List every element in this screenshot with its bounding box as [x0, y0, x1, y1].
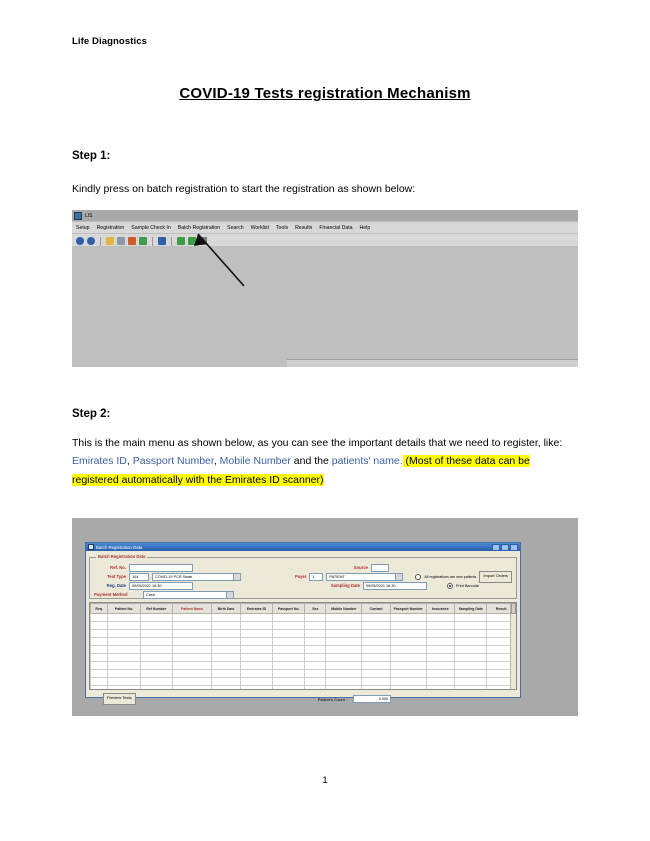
- cell[interactable]: [240, 686, 272, 691]
- cell[interactable]: [91, 686, 108, 691]
- cell[interactable]: [91, 622, 108, 630]
- cell[interactable]: [305, 654, 326, 662]
- col-passport-number: Passport Number: [390, 604, 426, 614]
- table-row[interactable]: [91, 662, 516, 670]
- menu-item-batch-registration[interactable]: Batch Registration: [177, 224, 221, 231]
- label-test-type: Test Type: [107, 574, 126, 579]
- cell[interactable]: [455, 662, 487, 670]
- cell[interactable]: [390, 678, 426, 686]
- cell[interactable]: [108, 622, 140, 630]
- col-sex: Sex: [305, 604, 326, 614]
- cell[interactable]: [91, 638, 108, 646]
- tools-icon[interactable]: [128, 237, 136, 245]
- patients-table: [90, 603, 516, 690]
- table-row[interactable]: [91, 614, 516, 622]
- step2-link-patients-name: patients' name.: [331, 455, 403, 468]
- cell[interactable]: [305, 670, 326, 678]
- window-title-left: [88, 544, 492, 550]
- cell[interactable]: [305, 678, 326, 686]
- cell[interactable]: [172, 686, 212, 691]
- toolbar-separator-2: [152, 237, 153, 246]
- table-row[interactable]: [91, 670, 516, 678]
- cell[interactable]: [305, 686, 326, 691]
- cell[interactable]: [455, 686, 487, 691]
- step2-sep1: ,: [126, 455, 133, 468]
- cell[interactable]: [212, 686, 241, 691]
- table-row[interactable]: [91, 654, 516, 662]
- cell[interactable]: [390, 686, 426, 691]
- cell[interactable]: [362, 670, 391, 678]
- cell[interactable]: [140, 646, 172, 654]
- batch-registration-fieldset: [89, 554, 517, 599]
- input-payer[interactable]: PATIENT: [326, 573, 403, 581]
- col-ref-number: Ref Number: [140, 604, 172, 614]
- step1-heading: Step 1:: [72, 150, 111, 162]
- screenshot-lis-main-window: [72, 210, 578, 367]
- report-icon[interactable]: [199, 237, 207, 245]
- cell[interactable]: [140, 614, 172, 622]
- cell[interactable]: [326, 614, 362, 622]
- cell[interactable]: [108, 678, 140, 686]
- form-row-payment-method: [94, 591, 512, 598]
- cell[interactable]: [91, 662, 108, 670]
- step2-highlight: (Most of these data can be registered automatically with the Emirates ID scanner): [72, 455, 530, 486]
- cell[interactable]: [273, 638, 305, 646]
- label-print-barcode: Print Barcode: [455, 583, 479, 588]
- cell[interactable]: [172, 670, 212, 678]
- cell[interactable]: [390, 662, 426, 670]
- cell[interactable]: [212, 614, 241, 622]
- cell[interactable]: [426, 678, 455, 686]
- cell[interactable]: [108, 614, 140, 622]
- cell[interactable]: [91, 654, 108, 662]
- patients-grid[interactable]: [89, 602, 517, 690]
- cell[interactable]: [240, 630, 272, 638]
- cell[interactable]: [426, 646, 455, 654]
- print-icon[interactable]: [117, 237, 125, 245]
- cell[interactable]: [426, 686, 455, 691]
- menu-item-worklist[interactable]: Worklist: [250, 224, 269, 231]
- label-patients-count: Patient's Count :: [317, 696, 347, 702]
- cell[interactable]: [305, 622, 326, 630]
- checkbox-all-new-patients[interactable]: [415, 574, 421, 580]
- step2-text-part1: This is the main menu as shown below, as you can see the important details that we need to register, like:: [72, 437, 563, 449]
- app-statusbar: [287, 359, 578, 367]
- refresh-icon[interactable]: [139, 237, 147, 245]
- input-source[interactable]: [371, 564, 389, 572]
- menu-item-help[interactable]: Help: [359, 224, 371, 231]
- table-header-row: [91, 604, 516, 614]
- cell[interactable]: [362, 654, 391, 662]
- scrollbar-thumb[interactable]: [511, 603, 516, 614]
- cell[interactable]: [140, 662, 172, 670]
- list-icon[interactable]: [188, 237, 196, 245]
- col-req: Req.: [91, 604, 108, 614]
- org-label: Life Diagnostics: [72, 36, 147, 47]
- cell[interactable]: [91, 614, 108, 622]
- fieldset-legend: Batch Registration Data: [98, 554, 146, 559]
- cell[interactable]: [426, 614, 455, 622]
- close-button[interactable]: [510, 544, 518, 551]
- cell[interactable]: [212, 630, 241, 638]
- cell[interactable]: [390, 614, 426, 622]
- cell[interactable]: [273, 662, 305, 670]
- cell[interactable]: [240, 614, 272, 622]
- cell[interactable]: [305, 646, 326, 654]
- menu-item-sample-check-in[interactable]: Sample Check In: [131, 224, 171, 231]
- table-row[interactable]: [91, 678, 516, 686]
- window-body: [86, 551, 520, 702]
- step2-heading: Step 2:: [72, 408, 111, 420]
- cell[interactable]: [326, 686, 362, 691]
- cell[interactable]: [172, 638, 212, 646]
- cell[interactable]: [326, 670, 362, 678]
- cell[interactable]: [390, 670, 426, 678]
- document-content: [72, 36, 578, 198]
- label-source: Source: [353, 565, 368, 570]
- input-payment-method[interactable]: Cash: [143, 591, 234, 599]
- cell[interactable]: [390, 646, 426, 654]
- window-title: Batch Registration Data: [96, 544, 143, 550]
- table-row[interactable]: [91, 638, 516, 646]
- table-row[interactable]: [91, 622, 516, 630]
- cell[interactable]: [273, 686, 305, 691]
- cell[interactable]: [426, 630, 455, 638]
- cell[interactable]: [108, 638, 140, 646]
- menu-item-registration[interactable]: Registration: [96, 224, 125, 231]
- cell[interactable]: [212, 622, 241, 630]
- preview-tests-button[interactable]: Preview Tests: [103, 693, 136, 705]
- cell[interactable]: [390, 622, 426, 630]
- step2-link-mobile-number: Mobile Number: [219, 455, 291, 468]
- cell[interactable]: [108, 686, 140, 691]
- col-patient-no: Patient No.: [108, 604, 140, 614]
- app-menubar: [72, 221, 578, 234]
- cell[interactable]: [240, 678, 272, 686]
- page-number: 1: [322, 775, 328, 786]
- step2-sep2: ,: [213, 455, 220, 468]
- cell[interactable]: [305, 630, 326, 638]
- col-birth-date: Birth Date: [212, 604, 241, 614]
- maximize-button[interactable]: [501, 544, 509, 551]
- form-row-testtype: [94, 573, 512, 580]
- col-emirates-id: Emirates ID: [240, 604, 272, 614]
- cell[interactable]: [172, 654, 212, 662]
- step1-text: Kindly press on batch registration to start the registration as shown below:: [72, 183, 416, 195]
- cell[interactable]: [455, 614, 487, 622]
- cell[interactable]: [240, 654, 272, 662]
- cell[interactable]: [172, 678, 212, 686]
- back-icon[interactable]: [76, 237, 84, 245]
- cell[interactable]: [305, 614, 326, 622]
- menu-item-results[interactable]: Results: [295, 224, 313, 231]
- app-workspace: [72, 246, 578, 367]
- label-reg-date: Reg. Date: [106, 583, 126, 588]
- forward-icon[interactable]: [87, 237, 95, 245]
- app-title: LIS: [85, 212, 93, 219]
- cell[interactable]: [326, 622, 362, 630]
- cell[interactable]: [240, 638, 272, 646]
- cell[interactable]: [172, 614, 212, 622]
- cell[interactable]: [426, 662, 455, 670]
- cell[interactable]: [212, 662, 241, 670]
- grid-scrollbar[interactable]: [510, 603, 516, 689]
- cell[interactable]: [140, 638, 172, 646]
- cell[interactable]: [108, 646, 140, 654]
- table-row[interactable]: [91, 630, 516, 638]
- col-mobile-number: Mobile Number: [326, 604, 362, 614]
- label-all-new-patients: All registrations are new patients: [424, 574, 477, 579]
- cell[interactable]: [362, 614, 391, 622]
- input-payer-code[interactable]: 1: [309, 573, 323, 581]
- cell[interactable]: [108, 630, 140, 638]
- input-ref-no[interactable]: [129, 564, 193, 572]
- cell[interactable]: [108, 654, 140, 662]
- screenshot-batch-registration-window: [72, 518, 578, 716]
- cell[interactable]: [426, 654, 455, 662]
- step2-link-passport-number: Passport Number: [132, 455, 214, 468]
- toolbar-separator-3: [171, 237, 172, 246]
- cell[interactable]: [362, 662, 391, 670]
- form-row-refno: [94, 564, 512, 571]
- menu-item-setup[interactable]: Setup: [76, 224, 90, 231]
- cell[interactable]: [455, 646, 487, 654]
- cell[interactable]: [273, 646, 305, 654]
- cell[interactable]: [426, 670, 455, 678]
- input-test-type[interactable]: COVID-19 PCR Swab: [152, 573, 241, 581]
- cell[interactable]: [362, 686, 391, 691]
- cell[interactable]: [326, 646, 362, 654]
- app-titlebar: [72, 210, 578, 221]
- save-icon[interactable]: [158, 237, 166, 245]
- window-controls: [492, 544, 518, 551]
- folder-icon[interactable]: [106, 237, 114, 245]
- cell[interactable]: [91, 630, 108, 638]
- input-reg-date[interactable]: 09/05/2021 16:30: [129, 582, 193, 590]
- grid-icon[interactable]: [177, 237, 185, 245]
- cell[interactable]: [426, 622, 455, 630]
- cell[interactable]: [273, 630, 305, 638]
- cell[interactable]: [326, 662, 362, 670]
- cell[interactable]: [305, 638, 326, 646]
- step2-text-part2: and the: [290, 455, 332, 468]
- cell[interactable]: [108, 662, 140, 670]
- cell[interactable]: [273, 670, 305, 678]
- table-body: [91, 614, 516, 691]
- table-row[interactable]: [91, 646, 516, 654]
- app-icon: [74, 212, 82, 220]
- batch-registration-window: [85, 542, 521, 702]
- page-title: COVID-19 Tests registration Mechanism: [179, 85, 471, 102]
- col-contact: Contact: [362, 604, 391, 614]
- cell[interactable]: [212, 670, 241, 678]
- cell[interactable]: [172, 622, 212, 630]
- cell[interactable]: [273, 614, 305, 622]
- cell[interactable]: [273, 622, 305, 630]
- col-result: Result: [487, 604, 516, 614]
- cell[interactable]: [455, 654, 487, 662]
- cell[interactable]: [91, 670, 108, 678]
- step2-text: [72, 434, 578, 489]
- import-orders-button[interactable]: Import Orders: [479, 571, 512, 583]
- cell[interactable]: [455, 622, 487, 630]
- cell[interactable]: [362, 622, 391, 630]
- col-patient-name: Patient Name: [172, 604, 212, 614]
- cell[interactable]: [212, 654, 241, 662]
- col-sampling-date: Sampling Date: [455, 604, 487, 614]
- step2-link-emirates-id: Emirates ID: [72, 455, 127, 468]
- form-row-regdate: [94, 582, 512, 589]
- window-footer: [89, 693, 517, 705]
- cell[interactable]: [212, 678, 241, 686]
- cell[interactable]: [326, 638, 362, 646]
- input-sampling-date[interactable]: 09/05/2021 16:30: [363, 582, 427, 590]
- cell[interactable]: [273, 654, 305, 662]
- cell[interactable]: [455, 638, 487, 646]
- window-icon: [88, 544, 94, 550]
- col-passport-no: Passport No.: [273, 604, 305, 614]
- cell[interactable]: [362, 638, 391, 646]
- cell[interactable]: [140, 686, 172, 691]
- cell[interactable]: [240, 670, 272, 678]
- cell[interactable]: [273, 678, 305, 686]
- cell[interactable]: [455, 670, 487, 678]
- cell[interactable]: [390, 630, 426, 638]
- cell[interactable]: [140, 630, 172, 638]
- cell[interactable]: [362, 678, 391, 686]
- cell[interactable]: [362, 646, 391, 654]
- cell[interactable]: [240, 646, 272, 654]
- cell[interactable]: [240, 622, 272, 630]
- step1-section: [72, 150, 578, 198]
- cell[interactable]: [305, 662, 326, 670]
- label-ref-no: Ref. No.: [110, 565, 126, 570]
- cell[interactable]: [455, 630, 487, 638]
- menu-item-financial-data[interactable]: Financial Data: [319, 224, 353, 231]
- input-test-code[interactable]: 104: [129, 573, 149, 581]
- cell[interactable]: [362, 630, 391, 638]
- cell[interactable]: [91, 678, 108, 686]
- cell[interactable]: [240, 662, 272, 670]
- cell[interactable]: [455, 678, 487, 686]
- col-insurance: Insurance: [426, 604, 455, 614]
- cell[interactable]: [212, 638, 241, 646]
- cell[interactable]: [108, 670, 140, 678]
- menu-item-search[interactable]: Search: [227, 224, 244, 231]
- cell[interactable]: [326, 678, 362, 686]
- cell[interactable]: [390, 638, 426, 646]
- cell[interactable]: [426, 638, 455, 646]
- menu-item-tools[interactable]: Tools: [275, 224, 289, 231]
- cell[interactable]: [140, 622, 172, 630]
- window-titlebar: [86, 543, 520, 551]
- cell[interactable]: [140, 678, 172, 686]
- toolbar-separator: [100, 237, 101, 246]
- cell[interactable]: [91, 646, 108, 654]
- radio-print-barcode[interactable]: [447, 583, 453, 589]
- cell[interactable]: [326, 654, 362, 662]
- label-payment-method: Payment Method: [94, 592, 128, 597]
- label-sampling-date: Sampling Date: [330, 583, 360, 588]
- step2-section: [72, 408, 578, 489]
- cell[interactable]: [172, 646, 212, 654]
- table-row[interactable]: [91, 686, 516, 691]
- cell[interactable]: [212, 646, 241, 654]
- minimize-button[interactable]: [492, 544, 500, 551]
- cell[interactable]: [172, 630, 212, 638]
- cell[interactable]: [390, 654, 426, 662]
- cell[interactable]: [140, 654, 172, 662]
- cell[interactable]: [140, 670, 172, 678]
- cell[interactable]: [172, 662, 212, 670]
- cell[interactable]: [326, 630, 362, 638]
- value-patients-count: 0.000: [353, 695, 391, 703]
- label-payer: Payer: [294, 574, 307, 579]
